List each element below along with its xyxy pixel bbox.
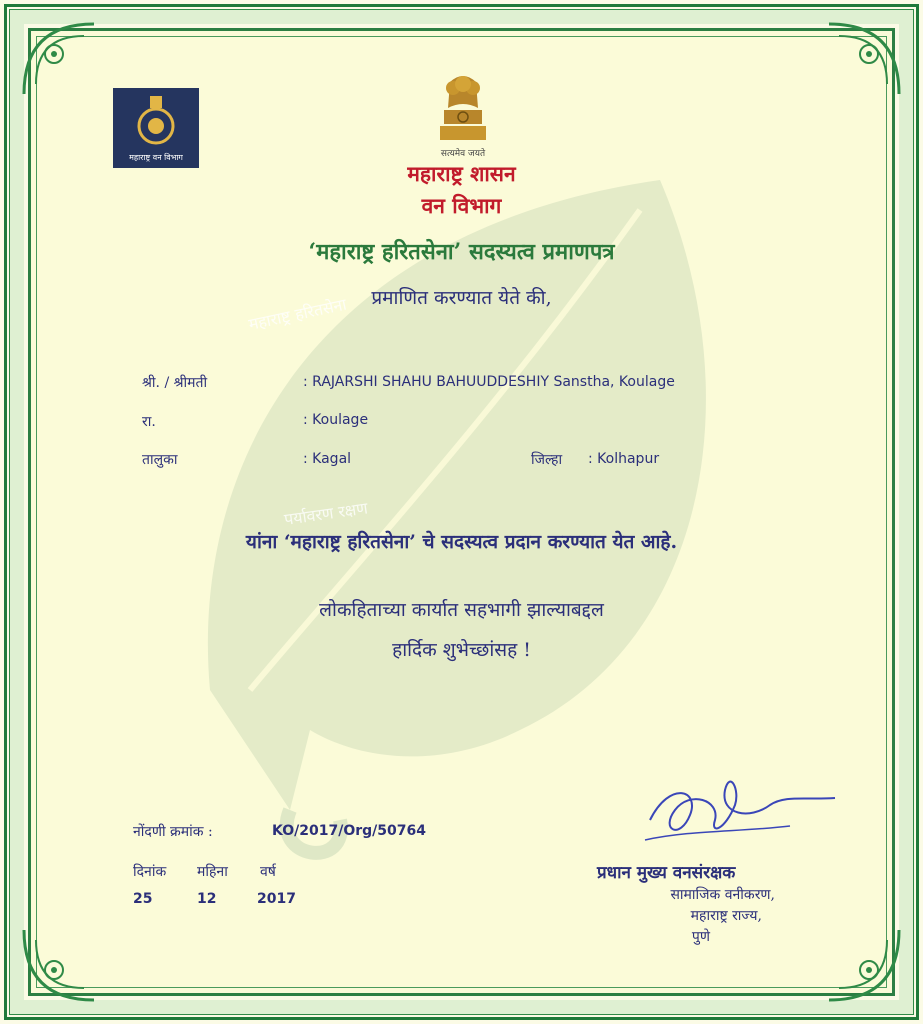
district-label: जिल्हा [531,452,563,468]
corner-ornament-top-left [14,14,104,104]
date-month: 12 [197,891,217,907]
government-heading: महाराष्ट्र शासन [407,161,516,186]
registration-label: नोंदणी क्रमांक : [133,824,213,840]
national-emblem-icon [428,70,498,150]
address-label: रा. [142,414,156,430]
thanks-line-2: हार्दिक शुभेच्छांसह ! [392,639,531,661]
department-heading: वन विभाग [421,193,502,218]
emblem-motto: सत्यमेव जयते [440,149,486,159]
signatory-office: सामाजिक वनीकरण, [670,887,775,903]
membership-statement: यांना ‘महाराष्ट्र हरितसेना’ चे सदस्यत्व प्रदान करण्यात येत आहे. [245,531,678,553]
date-year-label: वर्ष [260,864,276,880]
certificate-title: ‘महाराष्ट्र हरितसेना’ सदस्यत्व प्रमाणपत्र [308,239,615,265]
signature [630,760,850,860]
date-day: 25 [133,891,153,907]
taluka-value: : Kagal [303,451,352,467]
logo-caption: महाराष्ट्र वन विभाग [129,153,183,162]
date-year: 2017 [257,891,296,907]
address-value: : Koulage [303,412,369,428]
thanks-line-1: लोकहिताच्या कार्यात सहभागी झाल्याबद्दल [319,599,604,621]
registration-number: KO/2017/Org/50764 [272,823,426,839]
corner-ornament-top-right [819,14,909,104]
taluka-label: तालुका [142,452,178,468]
watermark-phrase-2: पर्यावरण रक्षण [282,498,369,529]
district-value: : Kolhapur [588,451,660,467]
signatory-title: प्रधान मुख्य वनसंरक्षक [597,863,736,883]
certification-intro: प्रमाणित करण्यात येते की, [371,287,552,309]
badge-icon [113,90,199,150]
name-value: : RAJARSHI SHAHU BAHUUDDESHIY Sanstha, Koulage [303,374,675,390]
forest-department-logo [113,88,199,168]
date-month-label: महिना [197,864,228,880]
corner-ornament-bottom-right [819,920,909,1010]
signatory-city: पुणे [691,929,710,945]
signatory-state: महाराष्ट्र राज्य, [690,908,762,924]
corner-ornament-bottom-left [14,920,104,1010]
watermark-phrase-1: महाराष्ट्र हरितसेना [246,294,349,334]
name-label: श्री. / श्रीमती [142,375,208,391]
date-day-label: दिनांक [133,864,167,880]
